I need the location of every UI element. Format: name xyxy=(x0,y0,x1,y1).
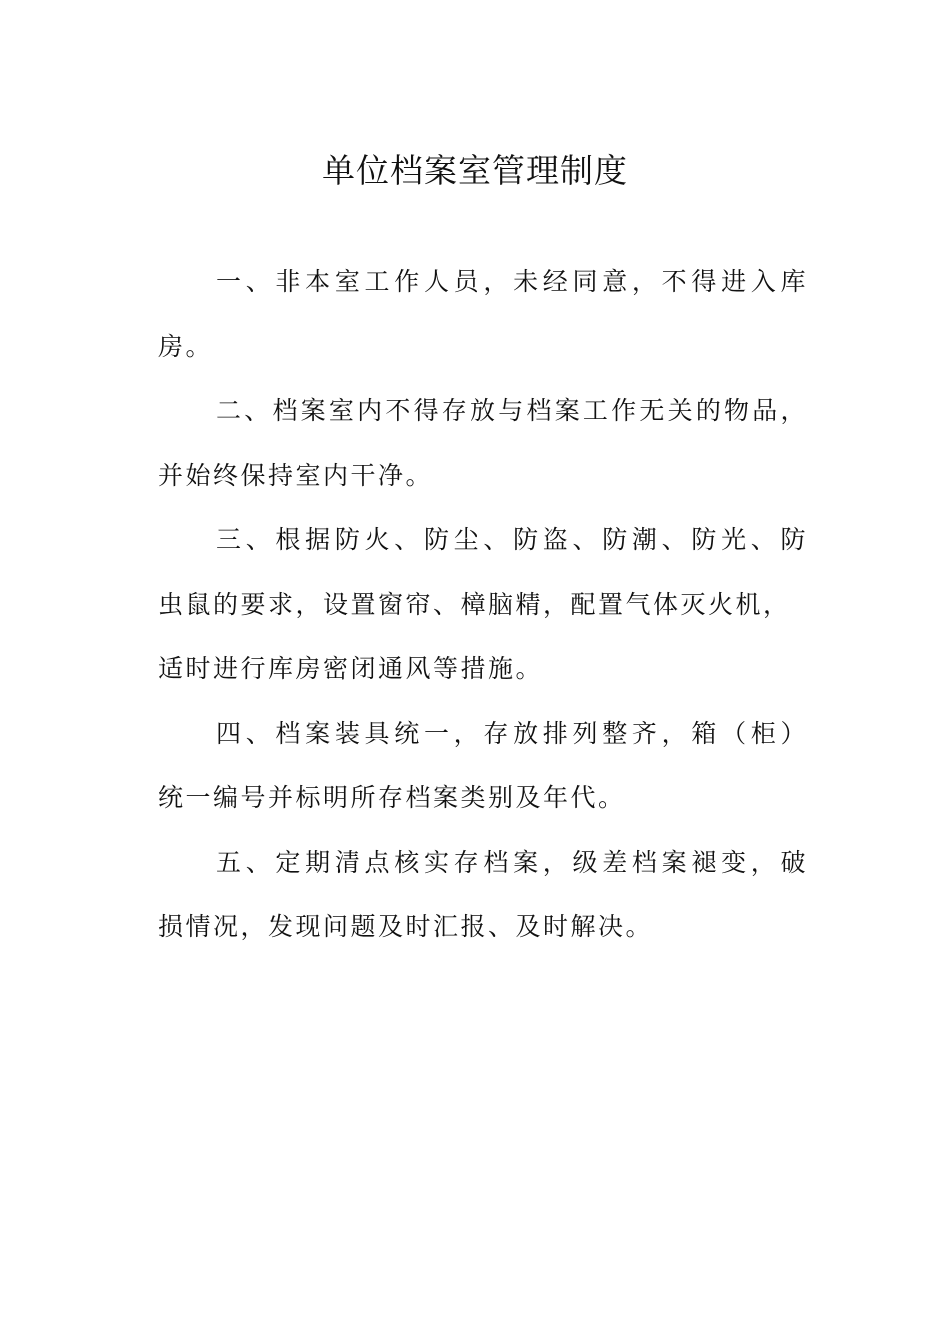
paragraph-3 xyxy=(158,508,808,702)
document-body xyxy=(158,250,808,960)
paragraph-line: 适时进行库房密闭通风等措施。 xyxy=(158,654,544,683)
paragraph-line: 二、档案室内不得存放与档案工作无关的物品， xyxy=(216,396,808,425)
paragraph-line: 统一编号并标明所存档案类别及年代。 xyxy=(158,783,626,812)
paragraph-line: 虫鼠的要求，设置窗帘、樟脑精，配置气体灭火机， xyxy=(158,589,791,619)
paragraph-5 xyxy=(158,831,808,960)
paragraph-line: 房。 xyxy=(158,331,214,361)
paragraph-2 xyxy=(158,379,808,508)
document-title: 单位档案室管理制度 xyxy=(322,151,628,190)
paragraph-line: 三、根据防火、防尘、防盗、防潮、防光、防 xyxy=(216,525,808,554)
paragraph-line: 四、档案装具统一，存放排列整齐，箱（柜） xyxy=(216,718,808,748)
paragraph-4 xyxy=(158,702,808,831)
paragraph-line: 并始终保持室内干净。 xyxy=(158,460,434,490)
paragraph-line: 损情况，发现问题及时汇报、及时解决。 xyxy=(158,912,654,941)
paragraph-line: 五、定期清点核实存档案，级差档案褪变，破 xyxy=(216,847,808,877)
paragraph-1 xyxy=(158,250,808,379)
paragraph-line: 一、非本室工作人员，未经同意，不得进入库 xyxy=(216,267,808,296)
